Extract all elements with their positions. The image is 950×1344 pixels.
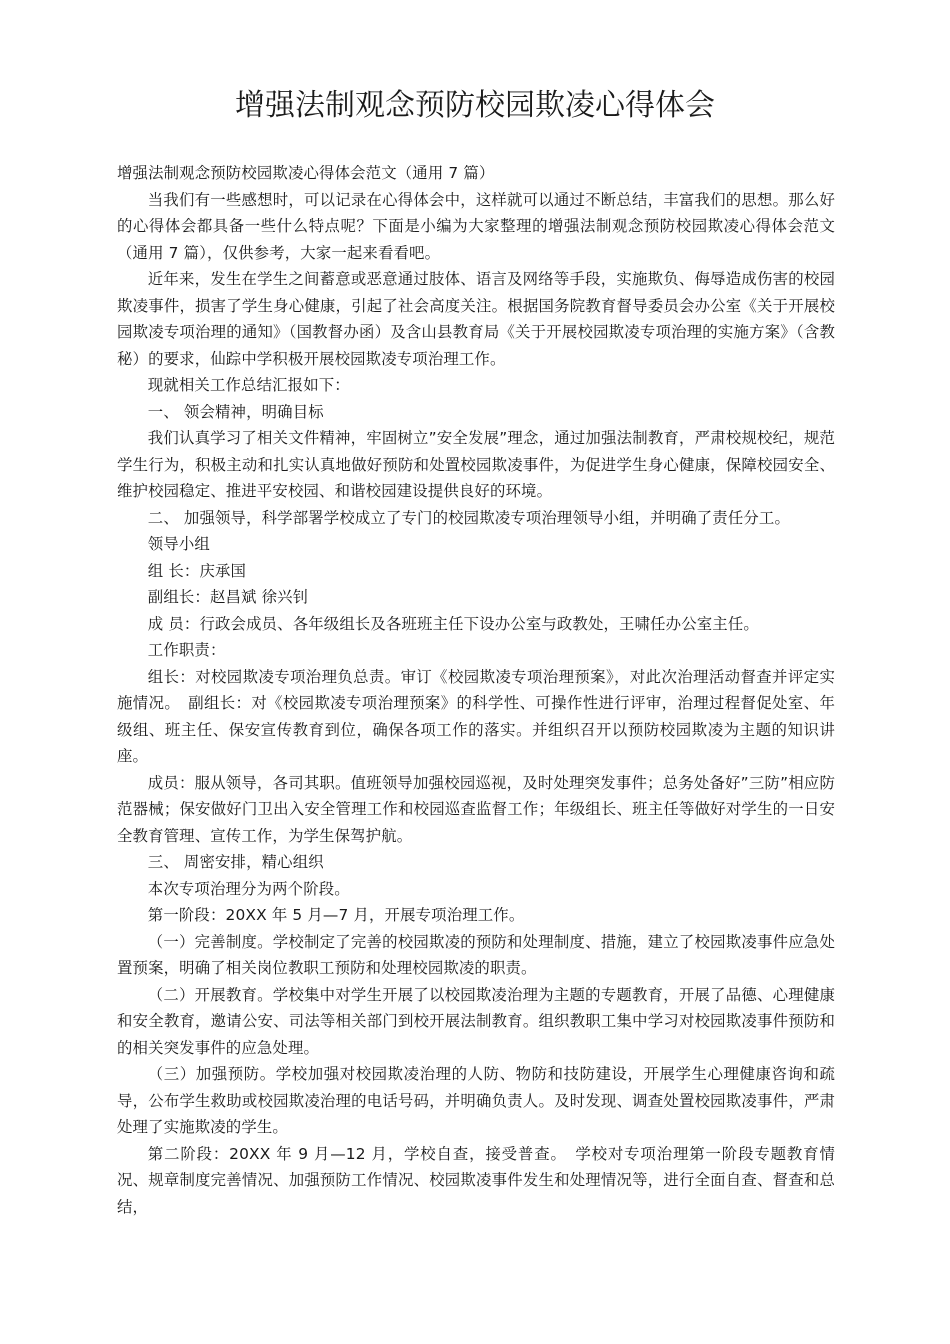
paragraph: 成 员：行政会成员、各年级组长及各班班主任下设办公室与政教处，王啸任办公室主任。 bbox=[147, 614, 759, 633]
paragraph: 工作职责： bbox=[147, 641, 226, 659]
paragraph: 第一阶段：20XX 年 5 月—7 月，开展专项治理工作。 bbox=[147, 906, 525, 924]
paragraph: 当我们有一些感想时，可以记录在心得体会中，这样就可以通过不断总结，丰富我们的思想。那么好的心得体会都具备一些什么特点呢？下面是小编为大家整理的增强法制观念预防校园欺凌心得体会范文（通用 7 篇），仅供参考，大家一起来看看吧。 bbox=[117, 190, 835, 262]
document-body bbox=[117, 160, 835, 1220]
paragraph: 现就相关工作总结汇报如下： bbox=[147, 376, 350, 394]
paragraph: 近年来，发生在学生之间蓄意或恶意通过肢体、语言及网络等手段，实施欺负、侮辱造成伤害的校园欺凌事件，损害了学生身心健康，引起了社会高度关注。根据国务院教育督导委员会办公室《关于开展校园欺凌专项治理的通知》（国教督办函）及含山县教育局《关于开展校园欺凌专项治理的实施方案》（含教秘）的要求，仙踪中学积极开展校园欺凌专项治理工作。 bbox=[117, 270, 835, 368]
document-title: 增强法制观念预防校园欺凌心得体会 bbox=[235, 88, 715, 123]
paragraph: 本次专项治理分为两个阶段。 bbox=[147, 879, 350, 898]
paragraph: 组 长：庆承国 bbox=[147, 561, 247, 580]
paragraph: 领导小组 bbox=[147, 535, 210, 553]
paragraph: （三）加强预防。学校加强对校园欺凌治理的人防、物防和技防建设，开展学生心理健康咨询和疏导，公布学生救助或校园欺凌治理的电话号码，并明确负责人。及时发现、调查处置校园欺凌事件，严肃处理了实施欺凌的学生。 bbox=[117, 1065, 835, 1136]
paragraph: 我们认真学习了相关文件精神，牢固树立”安全发展”理念，通过加强法制教育，严肃校规校纪，规范学生行为，积极主动和扎实认真地做好预防和处置校园欺凌事件，为促进学生身心健康，保障校园安全、维护校园稳定、推进平安校园、和谐校园建设提供良好的环境。 bbox=[117, 429, 835, 500]
paragraph: 一、 领会精神，明确目标 bbox=[147, 402, 324, 421]
paragraph: （一）完善制度。学校制定了完善的校园欺凌的预防和处理制度、措施，建立了校园欺凌事件应急处置预案，明确了相关岗位教职工预防和处理校园欺凌的职责。 bbox=[117, 932, 835, 977]
paragraph: 二、 加强领导，科学部署学校成立了专门的校园欺凌专项治理领导小组，并明确了责任分工。 bbox=[147, 508, 791, 527]
paragraph: 第二阶段：20XX 年 9 月—12 月，学校自查，接受普查。 学校对专项治理第一阶段专题教育情况、规章制度完善情况、加强预防工作情况、校园欺凌事件发生和处理情况等，进行全面自查、督查和总结， bbox=[117, 1144, 835, 1216]
paragraph: 组长：对校园欺凌专项治理负总责。审订《校园欺凌专项治理预案》，对此次治理活动督查并评定实施情况。 副组长：对《校园欺凌专项治理预案》的科学性、可操作性进行评审，治理过程督促处室、年级组、班主任、保安宣传教育到位，确保各项工作的落实。并组织召开以预防校园欺凌为主题的知识讲座。 bbox=[117, 667, 835, 765]
paragraph: （二）开展教育。学校集中对学生开展了以校园欺凌治理为主题的专题教育，开展了品德、心理健康和安全教育，邀请公安、司法等相关部门到校开展法制教育。组织教职工集中学习对校园欺凌事件预防和的相关突发事件的应急处理。 bbox=[117, 985, 835, 1057]
paragraph: 成员：服从领导，各司其职。值班领导加强校园巡视，及时处理突发事件；总务处备好”三防”相应防范器械；保安做好门卫出入安全管理工作和校园巡查监督工作；年级组长、班主任等做好对学生的一日安全教育管理、宣传工作，为学生保驾护航。 bbox=[117, 773, 835, 845]
paragraph: 副组长：赵昌斌 徐兴钊 bbox=[147, 588, 309, 606]
paragraph: 三、 周密安排，精心组织 bbox=[147, 853, 324, 871]
paragraph: 增强法制观念预防校园欺凌心得体会范文（通用 7 篇） bbox=[117, 164, 495, 182]
